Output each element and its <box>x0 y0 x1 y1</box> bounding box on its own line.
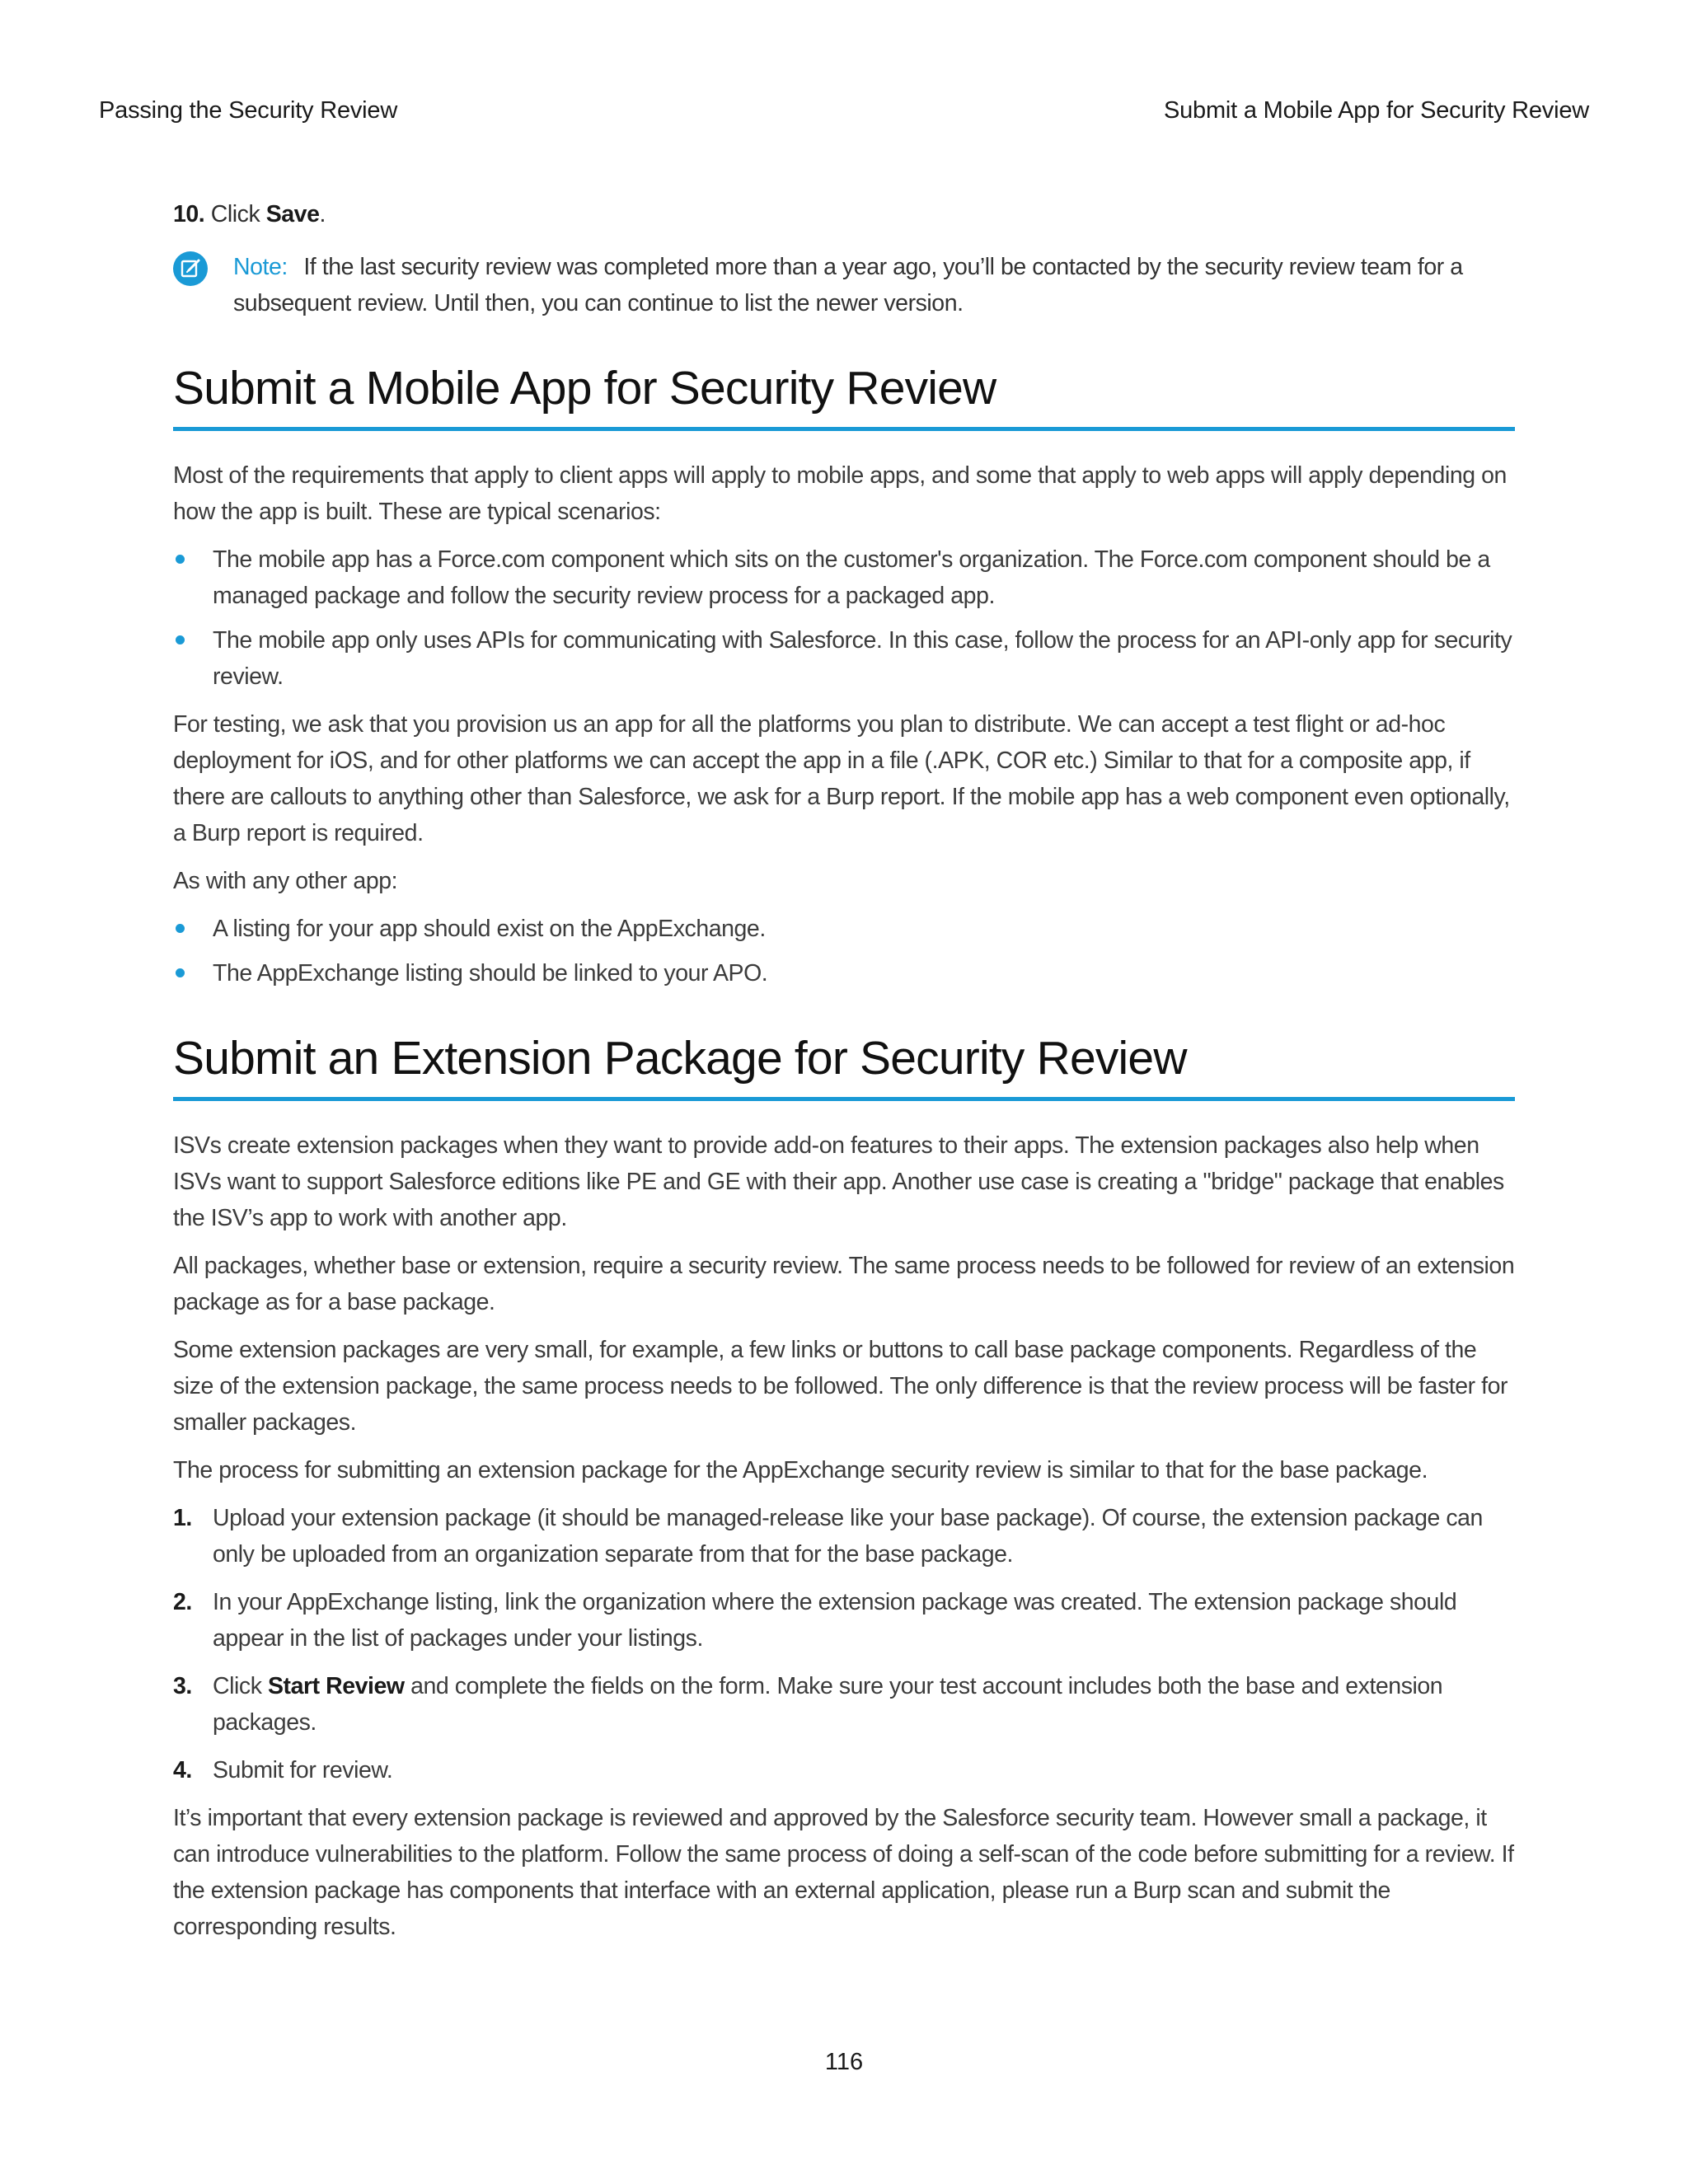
list-item <box>173 911 1515 947</box>
extension-paragraph-4: The process for submitting an extension package for the AppExchange security review is similar to that for the base package. <box>173 1457 1428 1483</box>
extension-closing-paragraph: It’s important that every extension package is reviewed and approved by the Salesforce security team. However small a package, it can introduce vulnerabilities to the platform. Follow the same process of doing a self-scan of the code before submitting for a review. If the extension package has components that interface with an external application, please run a Burp scan and submit the corresponding results. <box>173 1805 1514 1940</box>
step-number: 1. <box>173 1505 192 1531</box>
step-item <box>173 1752 1515 1788</box>
running-header <box>99 97 1589 124</box>
header-section-title: Submit a Mobile App for Security Review <box>1163 97 1589 124</box>
mobile-testing-paragraph: For testing, we ask that you provision us an app for all the platforms you plan to distribute. We can accept a test flight or ad-hoc deployment for iOS, and for other platforms we can accept the app in a file (.APK, COR etc.) Similar to that for a composite app, if there are callouts to anything other than Salesforce, we ask for a Burp report. If the mobile app has a web component even optionally, a Burp report is required. <box>173 711 1510 846</box>
list-item <box>173 622 1515 695</box>
note-label: Note: <box>233 254 288 280</box>
step-text: Submit for review. <box>213 1757 393 1783</box>
page-number: 116 <box>824 2049 864 2075</box>
step-item <box>173 1584 1515 1657</box>
edit-note-icon <box>173 251 208 286</box>
mobile-as-with: As with any other app: <box>173 868 398 894</box>
save-label: Save <box>265 201 320 227</box>
bullet-icon <box>176 555 185 564</box>
header-chapter-title: Passing the Security Review <box>99 97 398 124</box>
step-number: 4. <box>173 1757 192 1783</box>
step-text: and complete the fields on the form. Make sure your test account includes both the base and extension packages. <box>213 1673 1443 1736</box>
mobile-intro: Most of the requirements that apply to client apps will apply to mobile apps, and some that apply to web apps will apply depending on how the app is built. These are typical scenarios: <box>173 462 1507 525</box>
list-item-text: The mobile app has a Force.com component which sits on the customer's organization. The Force.com component should be a managed package and follow the security review process for a packaged app. <box>213 546 1490 609</box>
bullet-icon <box>176 635 185 644</box>
note-callout <box>173 249 1515 321</box>
step-suffix: . <box>319 201 326 227</box>
list-item <box>173 541 1515 614</box>
mobile-scenarios-list <box>173 541 1515 695</box>
list-item-text: The mobile app only uses APIs for communicating with Salesforce. In this case, follow the process for an API-only app for security review. <box>213 627 1512 690</box>
extension-section-title: Submit an Extension Package for Security Review <box>173 1032 1187 1085</box>
step-prefix: Click <box>210 201 260 227</box>
list-item-text: A listing for your app should exist on the AppExchange. <box>213 916 766 942</box>
step-item <box>173 1668 1515 1741</box>
step-prefix: Click <box>213 1673 262 1699</box>
step-text: In your AppExchange listing, link the organization where the extension package was created. The extension package should appear in the list of packages under your listings. <box>213 1589 1457 1652</box>
step-text: Upload your extension package (it should be managed-release like your base package). Of course, the extension package can only be uploaded from an organization separate from that for the base package. <box>213 1505 1483 1568</box>
extension-paragraph-3: Some extension packages are very small, for example, a few links or buttons to call base package components. Regardless of the size of the extension package, the same process needs to be followed. The only difference is that the review process will be faster for smaller packages. <box>173 1337 1508 1436</box>
start-review-label: Start Review <box>267 1673 405 1699</box>
note-text: If the last security review was completed more than a year ago, you’ll be contacted by the security review team for a subsequent review. Until then, you can continue to list the newer version. <box>233 254 1463 316</box>
step-number: 10. <box>173 201 205 227</box>
step-10 <box>173 196 1515 232</box>
step-number: 2. <box>173 1589 192 1615</box>
mobile-section-title: Submit a Mobile App for Security Review <box>173 362 996 415</box>
section-spacer <box>173 1003 1515 1031</box>
bullet-icon <box>176 968 185 977</box>
page-content <box>173 196 1515 1957</box>
bullet-icon <box>176 924 185 933</box>
list-item <box>173 955 1515 991</box>
step-item <box>173 1500 1515 1572</box>
extension-paragraph-2: All packages, whether base or extension, require a security review. The same process needs to be followed for review of an extension package as for a base package. <box>173 1253 1515 1315</box>
list-item-text: The AppExchange listing should be linked to your APO. <box>213 960 768 987</box>
extension-steps-list <box>173 1500 1515 1788</box>
section-divider <box>173 1097 1515 1101</box>
mobile-requirements-list <box>173 911 1515 991</box>
extension-paragraph-1: ISVs create extension packages when they want to provide add-on features to their apps. The extension packages also help when ISVs want to support Salesforce editions like PE and GE with their app. Another use case is creating a "bridge" package that enables the ISV’s app to work with another app. <box>173 1132 1504 1231</box>
step-number: 3. <box>173 1673 192 1699</box>
section-divider <box>173 427 1515 431</box>
